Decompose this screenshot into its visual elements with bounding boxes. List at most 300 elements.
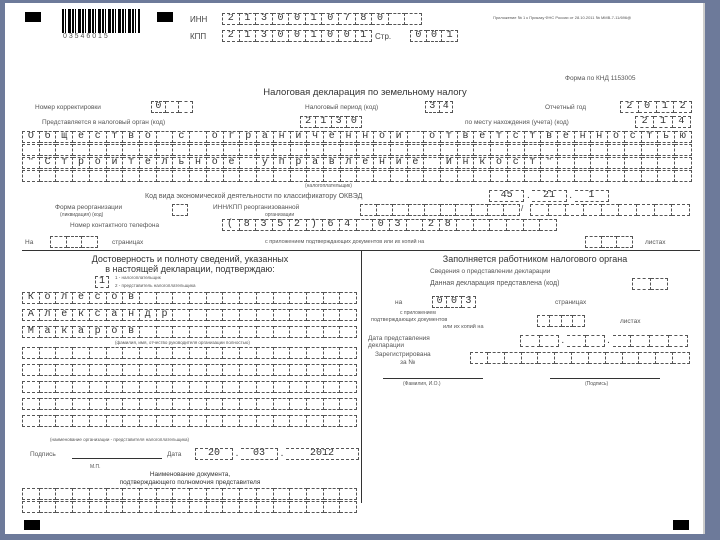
char-cell (525, 144, 542, 156)
char-cell (257, 488, 274, 500)
char-cell: 0 (432, 296, 447, 308)
char-cell (223, 347, 240, 359)
char-cell: т (107, 131, 124, 143)
char-cell (173, 326, 190, 338)
char-cell (324, 501, 341, 513)
representative-org-row[interactable] (22, 364, 357, 376)
char-cell (173, 347, 190, 359)
char-cell: е (408, 157, 425, 169)
char-cell (340, 501, 357, 513)
char-cell: р (73, 157, 90, 169)
char-cell (291, 144, 308, 156)
char-cell (207, 364, 224, 376)
char-cell (658, 170, 675, 182)
char-cell: о (107, 326, 124, 338)
char-cell (73, 144, 90, 156)
char-cell (307, 488, 324, 500)
char-cell: 2 (300, 116, 316, 128)
char-cell (675, 144, 692, 156)
char-cell (257, 292, 274, 304)
char-cell (190, 309, 207, 321)
char-cell (324, 488, 341, 500)
char-cell: а (307, 157, 324, 169)
char-cell (474, 170, 491, 182)
char-cell (307, 347, 324, 359)
attach-count-field[interactable] (537, 315, 585, 327)
char-cell (40, 364, 57, 376)
char-cell (491, 144, 508, 156)
char-cell (274, 292, 291, 304)
char-cell (240, 170, 257, 182)
char-cell (408, 131, 425, 143)
char-cell: н (123, 309, 140, 321)
signature-line[interactable] (72, 458, 162, 459)
correction-label: Номер корректировки (35, 104, 101, 111)
char-cell (140, 364, 157, 376)
char-cell (73, 501, 90, 513)
char-cell (207, 347, 224, 359)
char-cell: о (90, 157, 107, 169)
reorg-sub: (ликвидация) (код) (60, 212, 104, 218)
char-cell (274, 415, 291, 427)
char-cell: 2 (222, 30, 240, 42)
okved-part: 45 (489, 190, 524, 202)
org-name-row[interactable] (22, 170, 692, 182)
char-cell (207, 144, 224, 156)
char-cell (673, 352, 690, 364)
doc-label: подтверждающего полномочия представителя (119, 479, 261, 486)
char-cell (589, 352, 606, 364)
char-cell (40, 347, 57, 359)
char-cell: о (40, 292, 57, 304)
char-cell: 3 (462, 296, 476, 308)
date-day: 20 (195, 448, 233, 460)
char-cell: р (90, 326, 107, 338)
representative-org-row[interactable] (22, 415, 357, 427)
char-cell (405, 13, 422, 25)
char-cell (22, 381, 40, 393)
char-cell (140, 144, 157, 156)
attach-label: подтверждающих документов (371, 317, 448, 323)
char-cell (625, 144, 642, 156)
char-cell: н (591, 131, 608, 143)
char-cell (240, 347, 257, 359)
char-cell (73, 381, 90, 393)
char-cell (324, 309, 341, 321)
char-cell: 7 (339, 13, 356, 25)
year-label: Отчетный год (545, 104, 586, 111)
pages-label: страницах (112, 239, 144, 246)
char-cell: н (374, 157, 391, 169)
doc-row[interactable] (22, 488, 357, 500)
char-cell (140, 488, 157, 500)
char-cell (290, 309, 307, 321)
char-cell (324, 170, 341, 182)
char-cell: 0 (151, 101, 166, 113)
char-cell (625, 170, 642, 182)
char-cell (223, 292, 240, 304)
char-cell (40, 398, 57, 410)
char-cell (617, 236, 633, 248)
date-submitted-label: Дата представления (368, 335, 430, 342)
doc-row[interactable] (22, 501, 357, 513)
char-cell (424, 157, 441, 169)
char-cell (190, 381, 207, 393)
signer-type-field[interactable] (95, 276, 109, 288)
char-cell (56, 144, 73, 156)
char-cell: в (458, 131, 475, 143)
kpp-field[interactable] (222, 30, 372, 42)
reorg-kpp-field[interactable] (530, 204, 690, 216)
char-cell (290, 381, 307, 393)
char-cell: л (341, 157, 358, 169)
char-cell: 3 (332, 116, 347, 128)
char-cell (602, 236, 618, 248)
char-cell (541, 170, 558, 182)
char-cell: И (441, 157, 458, 169)
char-cell (632, 278, 651, 290)
char-cell: О (22, 131, 40, 143)
char-cell: у (257, 157, 274, 169)
representative-name-row[interactable] (22, 292, 357, 304)
char-cell (290, 292, 307, 304)
left-heading: в настоящей декларации, подтверждаю: (105, 264, 275, 274)
char-cell: е (140, 157, 157, 169)
period-label: Налоговый период (код) (305, 104, 379, 111)
char-cell (675, 170, 692, 182)
char-cell: 0 (447, 296, 461, 308)
org-name-row[interactable] (22, 144, 692, 156)
char-cell (82, 236, 98, 248)
char-cell (50, 236, 67, 248)
pages-field[interactable] (50, 236, 98, 248)
char-cell: н (274, 131, 291, 143)
date-submitted-field[interactable]: . . (520, 335, 688, 347)
char-cell (240, 292, 257, 304)
char-cell (190, 131, 207, 143)
char-cell (307, 501, 324, 513)
authority-label: Представляется в налоговый орган (код) (42, 119, 166, 126)
char-cell (642, 170, 659, 182)
char-cell: а (107, 309, 124, 321)
char-cell: р (157, 309, 174, 321)
page-number-field[interactable] (410, 30, 458, 42)
registered-label: за № (400, 359, 416, 366)
okved-part: 1 (575, 190, 609, 202)
char-cell: т (123, 157, 140, 169)
attach-unit: листах (645, 239, 666, 246)
location-label: по месту нахождения (учета) (код) (465, 119, 569, 126)
char-cell (173, 398, 190, 410)
char-cell: н (575, 131, 592, 143)
char-cell (240, 157, 257, 169)
char-cell: ь (658, 131, 675, 143)
attach-unit: листах (620, 318, 641, 325)
char-cell (651, 278, 669, 290)
char-cell (324, 144, 341, 156)
char-cell (424, 144, 441, 156)
char-cell (157, 131, 174, 143)
registered-label: Зарегистрирована (375, 351, 431, 358)
char-cell (240, 488, 257, 500)
char-cell (357, 144, 374, 156)
char-cell (40, 501, 57, 513)
barcode-digits: 0 3 5 4 6 0 1 5 (63, 33, 108, 40)
pages-count-field[interactable] (432, 296, 476, 308)
representative-org-row[interactable] (22, 381, 357, 393)
attach-field[interactable] (585, 236, 633, 248)
char-cell (56, 398, 73, 410)
char-cell (672, 204, 690, 216)
name-caption: (Фамилия, И.О.) (403, 381, 441, 387)
registration-number-field[interactable] (470, 352, 690, 364)
char-cell: " (541, 157, 558, 169)
on-label: на (395, 299, 403, 306)
char-cell (190, 292, 207, 304)
char-cell: и (291, 131, 308, 143)
knd-code: Форма по КНД 1153005 (565, 75, 636, 82)
char-cell (207, 309, 224, 321)
char-cell (107, 398, 124, 410)
char-cell (608, 170, 625, 182)
org-name-row[interactable] (22, 131, 692, 143)
char-cell (166, 101, 180, 113)
char-cell: о (140, 131, 157, 143)
correction-field[interactable] (151, 101, 193, 113)
char-cell (658, 144, 675, 156)
char-cell: в (123, 326, 140, 338)
char-cell (324, 364, 341, 376)
char-cell: е (474, 131, 491, 143)
char-cell (107, 488, 124, 500)
char-cell (608, 144, 625, 156)
char-cell (341, 170, 358, 182)
char-cell (223, 415, 240, 427)
char-cell: 4 (440, 101, 454, 113)
sign-date-field[interactable]: 20 . 03 . 2012 (195, 448, 359, 460)
rep-caption: (наименование организации - представителя налогоплательщика) (50, 437, 190, 442)
org-name-row[interactable] (22, 157, 692, 169)
char-cell (207, 501, 224, 513)
char-cell (223, 364, 240, 376)
char-cell: о (374, 131, 391, 143)
period-field[interactable] (425, 101, 453, 113)
slash: / (521, 204, 524, 213)
char-cell (324, 415, 341, 427)
signer-option: 1 - налогоплательщик (115, 275, 161, 280)
char-cell: е (224, 157, 241, 169)
signature-line[interactable] (550, 378, 660, 379)
char-cell: 1 (240, 13, 257, 25)
submitted-code-field[interactable] (632, 278, 668, 290)
char-cell (575, 170, 592, 182)
date-month: 03 (241, 448, 278, 460)
char-cell (107, 501, 124, 513)
char-cell (190, 364, 207, 376)
char-cell: н (357, 131, 374, 143)
char-cell (157, 501, 174, 513)
char-cell: т (491, 131, 508, 143)
char-cell: в (123, 292, 140, 304)
representative-name-row[interactable] (22, 309, 357, 321)
char-cell (458, 144, 475, 156)
char-cell (290, 501, 307, 513)
char-cell (73, 364, 90, 376)
char-cell: т (441, 131, 458, 143)
char-cell (274, 326, 291, 338)
char-cell (307, 326, 324, 338)
char-cell (140, 415, 157, 427)
char-cell (524, 219, 541, 231)
representative-org-row[interactable] (22, 347, 357, 359)
reorg-inn-sub: организации (265, 212, 295, 218)
char-cell (525, 170, 542, 182)
char-cell (538, 352, 555, 364)
reorg-inn-field[interactable] (360, 204, 520, 216)
char-cell (257, 326, 274, 338)
char-cell (458, 170, 475, 182)
char-cell (591, 170, 608, 182)
char-cell (488, 204, 504, 216)
char-cell (324, 381, 341, 393)
char-cell (658, 157, 675, 169)
char-cell (22, 347, 40, 359)
char-cell (550, 315, 562, 327)
char-cell (340, 326, 357, 338)
attach-label: с приложением (400, 310, 436, 316)
char-cell (172, 204, 188, 216)
char-cell (173, 415, 190, 427)
char-cell (360, 204, 377, 216)
char-cell (324, 326, 341, 338)
char-cell (157, 326, 174, 338)
authority-field[interactable] (300, 116, 362, 128)
char-cell: 1 (95, 276, 109, 288)
phone-label: Номер контактного телефона (70, 222, 160, 229)
char-cell: 8 (356, 13, 373, 25)
kpp-label: КПП (190, 32, 207, 41)
char-cell (472, 204, 488, 216)
char-cell: 0 (322, 13, 339, 25)
char-cell (340, 415, 357, 427)
char-cell (274, 501, 291, 513)
location-field[interactable] (635, 116, 691, 128)
char-cell: т (56, 157, 73, 169)
char-cell (123, 501, 140, 513)
char-cell (474, 144, 491, 156)
char-cell (340, 488, 357, 500)
char-cell: е (357, 157, 374, 169)
left-heading: Достоверность и полноту сведений, указанных (91, 254, 289, 264)
reorg-field[interactable] (172, 204, 188, 216)
char-cell: т (525, 157, 542, 169)
char-cell (307, 364, 324, 376)
inn-field[interactable] (222, 13, 422, 25)
char-cell: 2 (222, 13, 240, 25)
right-heading: Заполняется работником налогового органа (442, 254, 628, 264)
name-line[interactable] (383, 378, 483, 379)
char-cell (123, 364, 140, 376)
char-cell (40, 144, 57, 156)
char-cell (549, 204, 567, 216)
char-cell (290, 364, 307, 376)
char-cell (107, 347, 124, 359)
char-cell: 0 (289, 30, 306, 42)
char-cell (566, 204, 584, 216)
char-cell (572, 352, 589, 364)
representative-name-row[interactable] (22, 326, 357, 338)
char-cell (240, 144, 257, 156)
char-cell (40, 170, 57, 182)
year-field[interactable] (620, 101, 692, 113)
char-cell (307, 381, 324, 393)
char-cell: 1 (306, 13, 323, 25)
okved-field[interactable]: 45 . 21 . 1 (489, 190, 609, 202)
char-cell (90, 170, 107, 182)
char-cell (73, 398, 90, 410)
char-cell: 1 (356, 30, 373, 42)
char-cell (73, 347, 90, 359)
char-cell (223, 309, 240, 321)
char-cell (441, 144, 458, 156)
char-cell: 2 (620, 101, 639, 113)
char-cell: 1 (316, 116, 331, 128)
char-cell (508, 170, 525, 182)
char-cell (340, 398, 357, 410)
char-cell (190, 488, 207, 500)
char-cell: к (474, 157, 491, 169)
char-cell (207, 170, 224, 182)
char-cell (623, 352, 640, 364)
char-cell: с (90, 131, 107, 143)
char-cell (190, 347, 207, 359)
char-cell (274, 381, 291, 393)
char-cell (504, 204, 520, 216)
char-cell (240, 364, 257, 376)
char-cell (374, 144, 391, 156)
char-cell (190, 144, 207, 156)
representative-org-row[interactable] (22, 398, 357, 410)
char-cell (140, 381, 157, 393)
char-cell (223, 398, 240, 410)
char-cell: д (140, 309, 157, 321)
okved-label: Код вида экономической деятельности по классификатору ОКВЭД (145, 193, 363, 200)
char-cell (530, 204, 549, 216)
char-cell: М (22, 326, 40, 338)
char-cell (173, 364, 190, 376)
page-label: Стр. (375, 32, 392, 41)
char-cell (240, 309, 257, 321)
char-cell (107, 364, 124, 376)
char-cell (425, 204, 441, 216)
marker-square (673, 520, 689, 530)
char-cell (456, 204, 472, 216)
char-cell (140, 326, 157, 338)
char-cell (157, 488, 174, 500)
char-cell (606, 352, 623, 364)
char-cell (123, 488, 140, 500)
char-cell (173, 381, 190, 393)
char-cell (56, 170, 73, 182)
char-cell (584, 204, 602, 216)
char-cell: й (391, 131, 408, 143)
char-cell (290, 415, 307, 427)
char-cell (307, 144, 324, 156)
phone-value[interactable]: (8352)64 03 28 (227, 219, 462, 230)
char-cell: т (525, 131, 542, 143)
char-cell: о (424, 131, 441, 143)
char-cell (290, 398, 307, 410)
